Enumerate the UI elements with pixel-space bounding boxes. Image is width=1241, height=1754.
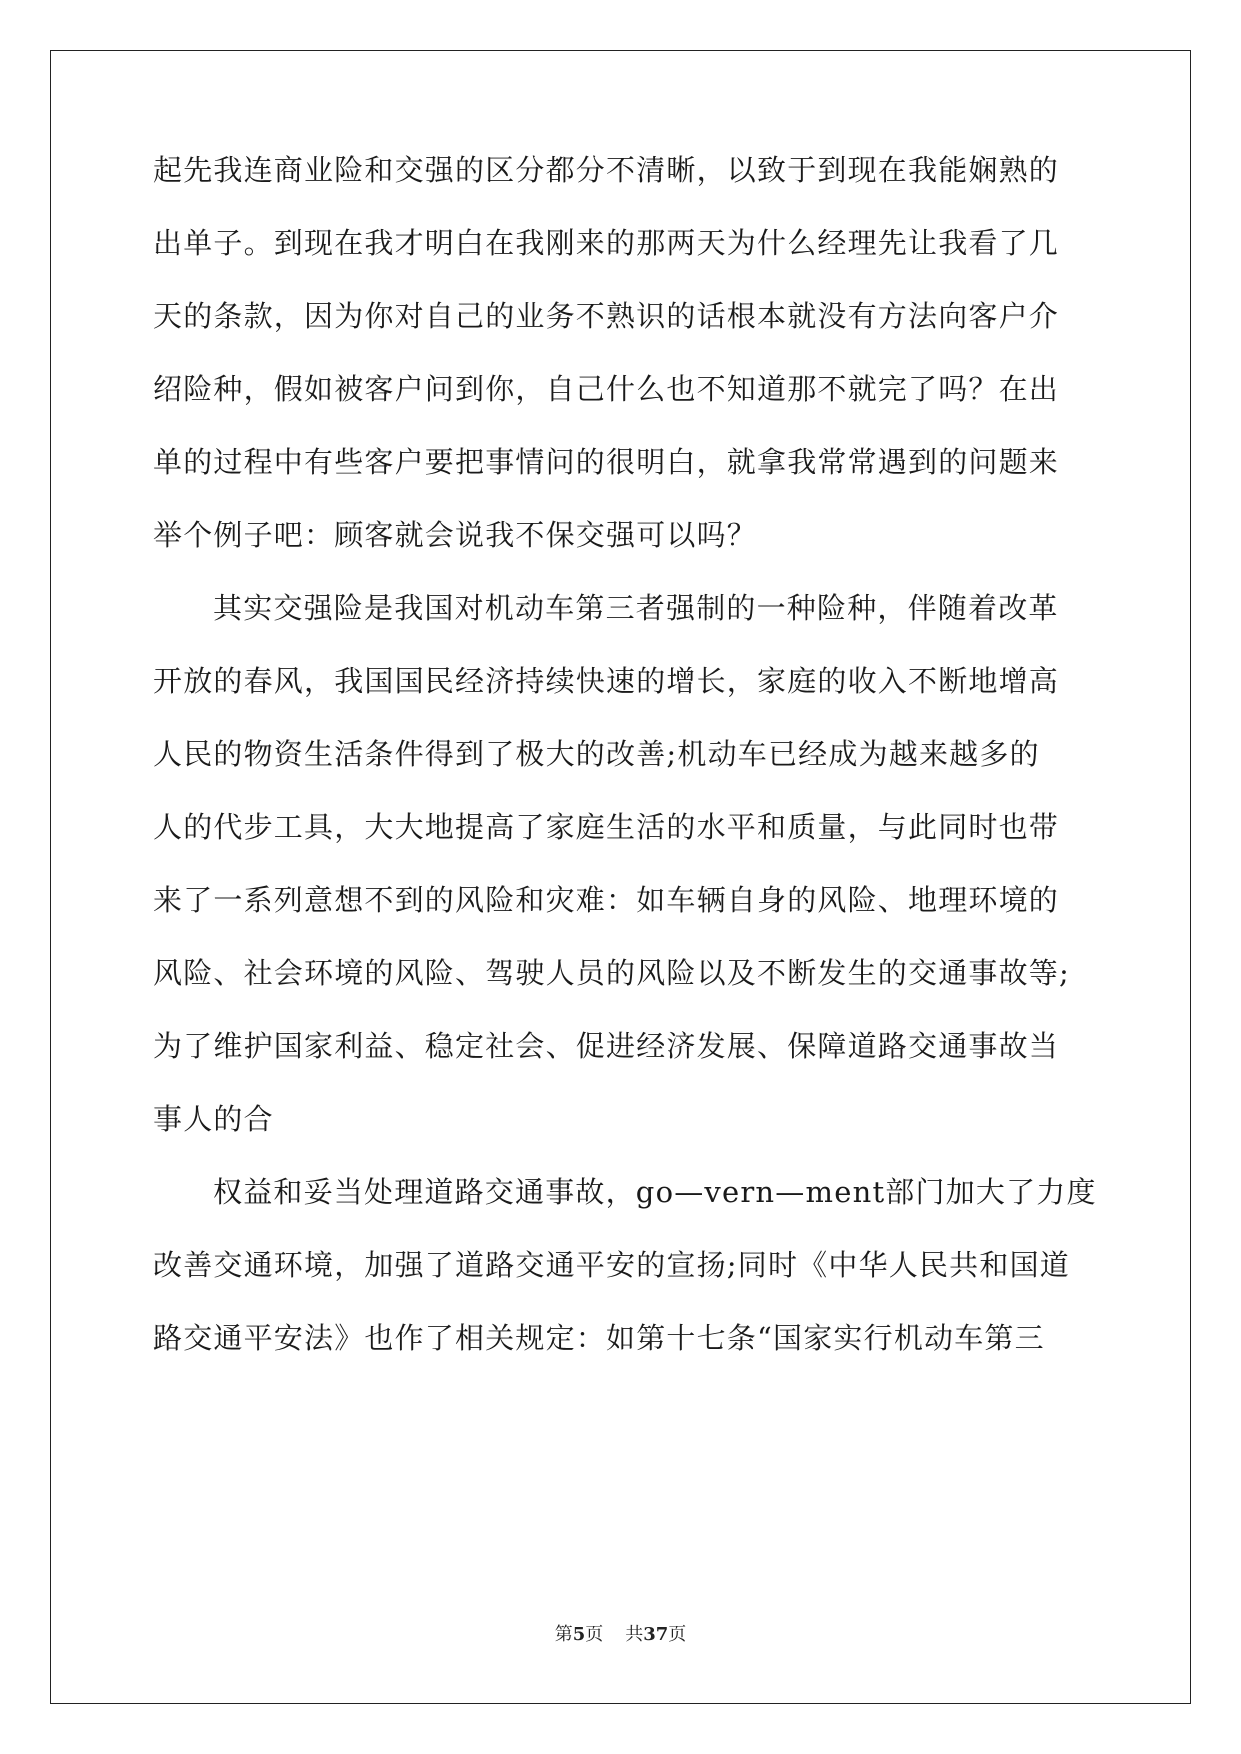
total-page-count: 37 bbox=[643, 1624, 669, 1645]
paragraph-line-4: 绍险种，假如被客户问到你，自己什么也不知道那不就完了吗？在出 bbox=[153, 372, 1060, 406]
paragraph-line-11: 来了一系列意想不到的风险和灾难：如车辆自身的风险、地理环境的 bbox=[153, 883, 1060, 917]
footer-prefix: 第 bbox=[554, 1624, 573, 1645]
paragraph-line-12: 风险、社会环境的风险、驾驶人员的风险以及不断发生的交通事故等; bbox=[153, 956, 1070, 990]
paragraph-line-8: 开放的春风，我国国民经济持续快速的增长，家庭的收入不断地增高 bbox=[153, 664, 1060, 698]
footer-total-suffix: 页 bbox=[668, 1624, 687, 1645]
paragraph-line-14: 事人的合 bbox=[153, 1102, 274, 1136]
paragraph-line-2: 出单子。到现在我才明白在我刚来的那两天为什么经理先让我看了几 bbox=[153, 226, 1060, 260]
paragraph-line-7: 其实交强险是我国对机动车第三者强制的一种险种，伴随着改革 bbox=[213, 591, 1059, 625]
current-page-number: 5 bbox=[572, 1624, 586, 1645]
paragraph-line-15: 权益和妥当处理道路交通事故，go—vern—ment部门加大了力度 bbox=[213, 1175, 1097, 1209]
footer-page-suffix: 页 bbox=[585, 1624, 604, 1645]
paragraph-line-16: 改善交通环境，加强了道路交通平安的宣扬;同时《中华人民共和国道 bbox=[153, 1248, 1070, 1282]
paragraph-line-5: 单的过程中有些客户要把事情问的很明白，就拿我常常遇到的问题来 bbox=[153, 445, 1060, 479]
paragraph-line-9: 人民的物资生活条件得到了极大的改善;机动车已经成为越来越多的 bbox=[153, 737, 1040, 771]
footer-total-prefix: 共 bbox=[625, 1624, 644, 1645]
paragraph-line-10: 人的代步工具，大大地提高了家庭生活的水平和质量，与此同时也带 bbox=[153, 810, 1060, 844]
paragraph-line-13: 为了维护国家利益、稳定社会、促进经济发展、保障道路交通事故当 bbox=[153, 1029, 1060, 1063]
paragraph-line-6: 举个例子吧：顾客就会说我不保交强可以吗？ bbox=[153, 518, 758, 552]
page-number-footer bbox=[0, 1620, 1241, 1646]
paragraph-line-3: 天的条款，因为你对自己的业务不熟识的话根本就没有方法向客户介 bbox=[153, 299, 1060, 333]
paragraph-line-17: 路交通平安法》也作了相关规定：如第十七条“国家实行机动车第三 bbox=[153, 1321, 1045, 1355]
paragraph-line-1: 起先我连商业险和交强的区分都分不清晰，以致于到现在我能娴熟的 bbox=[153, 153, 1060, 187]
